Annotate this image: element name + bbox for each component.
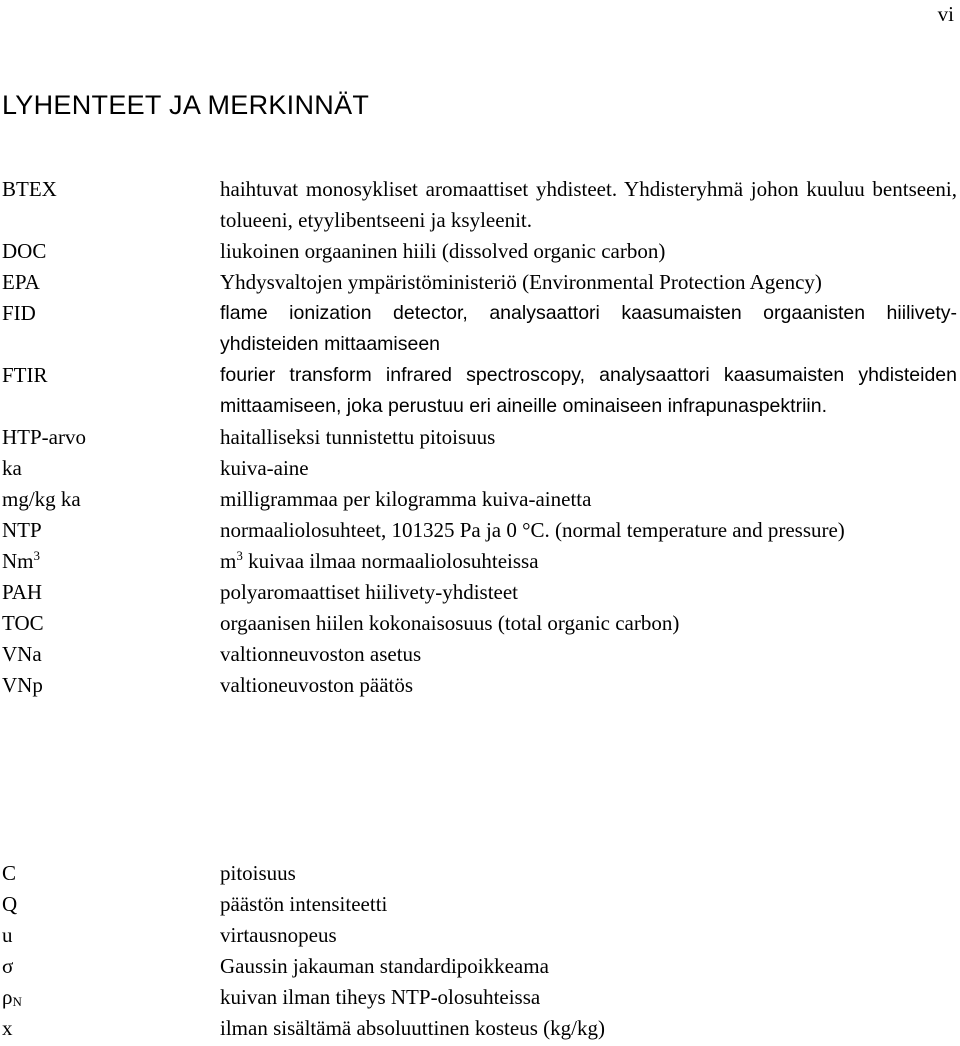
abbreviation-term: NTP xyxy=(2,518,42,542)
list-item xyxy=(2,546,957,577)
abbreviation-term: FTIR xyxy=(2,363,48,387)
abbreviation-term xyxy=(2,546,220,577)
abbreviation-term: TOC xyxy=(2,611,44,635)
term-superscript: 3 xyxy=(33,548,40,563)
abbreviation-definition: valtionneuvoston asetus xyxy=(220,642,422,666)
symbol-definition: päästön intensiteetti xyxy=(220,892,388,916)
abbreviation-definition: flame ionization detector, analysaattori kaasumaisten orgaanisten hiilivety-yhdisteiden mittaamiseen xyxy=(220,302,957,355)
abbreviation-definition: haitalliseksi tunnistettu pitoisuus xyxy=(220,425,496,449)
abbreviation-definition: polyaromaattiset hiilivety-yhdisteet xyxy=(220,580,519,604)
abbreviation-term: mg/kg ka xyxy=(2,487,81,511)
abbreviation-definition xyxy=(220,546,957,577)
abbreviation-term: FID xyxy=(2,301,36,325)
abbreviation-list xyxy=(2,174,957,701)
list-item xyxy=(2,484,957,515)
page-number: vi xyxy=(937,2,954,26)
list-item xyxy=(2,982,957,1013)
symbol-base: ρ xyxy=(2,985,13,1009)
list-item xyxy=(2,453,957,484)
list-item xyxy=(2,951,957,982)
list-item xyxy=(2,1013,957,1044)
abbreviation-definition: haihtuvat monosykliset aromaattiset yhdisteet. Yhdisteryhmä johon kuuluu bentseeni, tolueeni, etyylibentseeni ja ksyleenit. xyxy=(220,177,957,232)
abbreviation-definition: normaaliolosuhteet, 101325 Pa ja 0 °C. (normal temperature and pressure) xyxy=(220,518,845,542)
symbol-definition: ilman sisältämä absoluuttinen kosteus (kg/kg) xyxy=(220,1016,605,1040)
abbreviation-definition: milligrammaa per kilogramma kuiva-ainetta xyxy=(220,487,592,511)
symbol-term: u xyxy=(2,923,13,947)
abbreviation-term: BTEX xyxy=(2,177,57,201)
symbol-list xyxy=(2,858,957,1044)
term-base: Nm xyxy=(2,549,34,573)
page-title: LYHENTEET JA MERKINNÄT xyxy=(2,90,370,120)
definition-text: kuivaa ilmaa normaaliolosuhteissa xyxy=(242,549,539,573)
list-item xyxy=(2,267,957,298)
abbreviation-term: DOC xyxy=(2,239,47,263)
symbol-term: C xyxy=(2,861,17,885)
list-item xyxy=(2,577,957,608)
list-item xyxy=(2,360,957,422)
definition-superscript: 3 xyxy=(236,548,243,563)
list-item xyxy=(2,639,957,670)
abbreviation-definition: fourier transform infrared spectroscopy, analysaattori kaasumaisten yhdisteiden mittaamiseen, joka perustuu eri aineille ominaiseen infrapunaspektriin. xyxy=(220,364,957,417)
abbreviation-definition: valtioneuvoston päätös xyxy=(220,673,414,697)
abbreviation-term: PAH xyxy=(2,580,43,604)
list-item xyxy=(2,236,957,267)
list-item xyxy=(2,422,957,453)
symbol-definition: virtausnopeus xyxy=(220,923,337,947)
list-item xyxy=(2,858,957,889)
abbreviation-definition: orgaanisen hiilen kokonaisosuus (total organic carbon) xyxy=(220,611,680,635)
symbol-term: x xyxy=(2,1016,13,1040)
symbol-subscript: N xyxy=(12,994,22,1009)
abbreviation-definition: Yhdysvaltojen ympäristöministeriö (Environmental Protection Agency) xyxy=(220,270,822,294)
abbreviation-term: HTP-arvo xyxy=(2,425,86,449)
list-item xyxy=(2,670,957,701)
symbol-definition: Gaussin jakauman standardipoikkeama xyxy=(220,954,549,978)
symbol-definition: pitoisuus xyxy=(220,861,296,885)
abbreviation-definition: kuiva-aine xyxy=(220,456,309,480)
list-item xyxy=(2,920,957,951)
symbol-definition: kuivan ilman tiheys NTP-olosuhteissa xyxy=(220,985,541,1009)
abbreviation-term: VNa xyxy=(2,642,42,666)
symbol-term: σ xyxy=(2,954,14,978)
list-item xyxy=(2,174,957,236)
abbreviation-definition: liukoinen orgaaninen hiili (dissolved organic carbon) xyxy=(220,239,666,263)
list-item xyxy=(2,515,957,546)
definition-prefix: m xyxy=(220,549,237,573)
abbreviation-term: ka xyxy=(2,456,22,480)
symbol-term xyxy=(2,982,220,1013)
list-item xyxy=(2,298,957,360)
list-item xyxy=(2,889,957,920)
symbol-term: Q xyxy=(2,892,18,916)
abbreviation-term: VNp xyxy=(2,673,43,697)
abbreviation-term: EPA xyxy=(2,270,40,294)
list-item xyxy=(2,608,957,639)
